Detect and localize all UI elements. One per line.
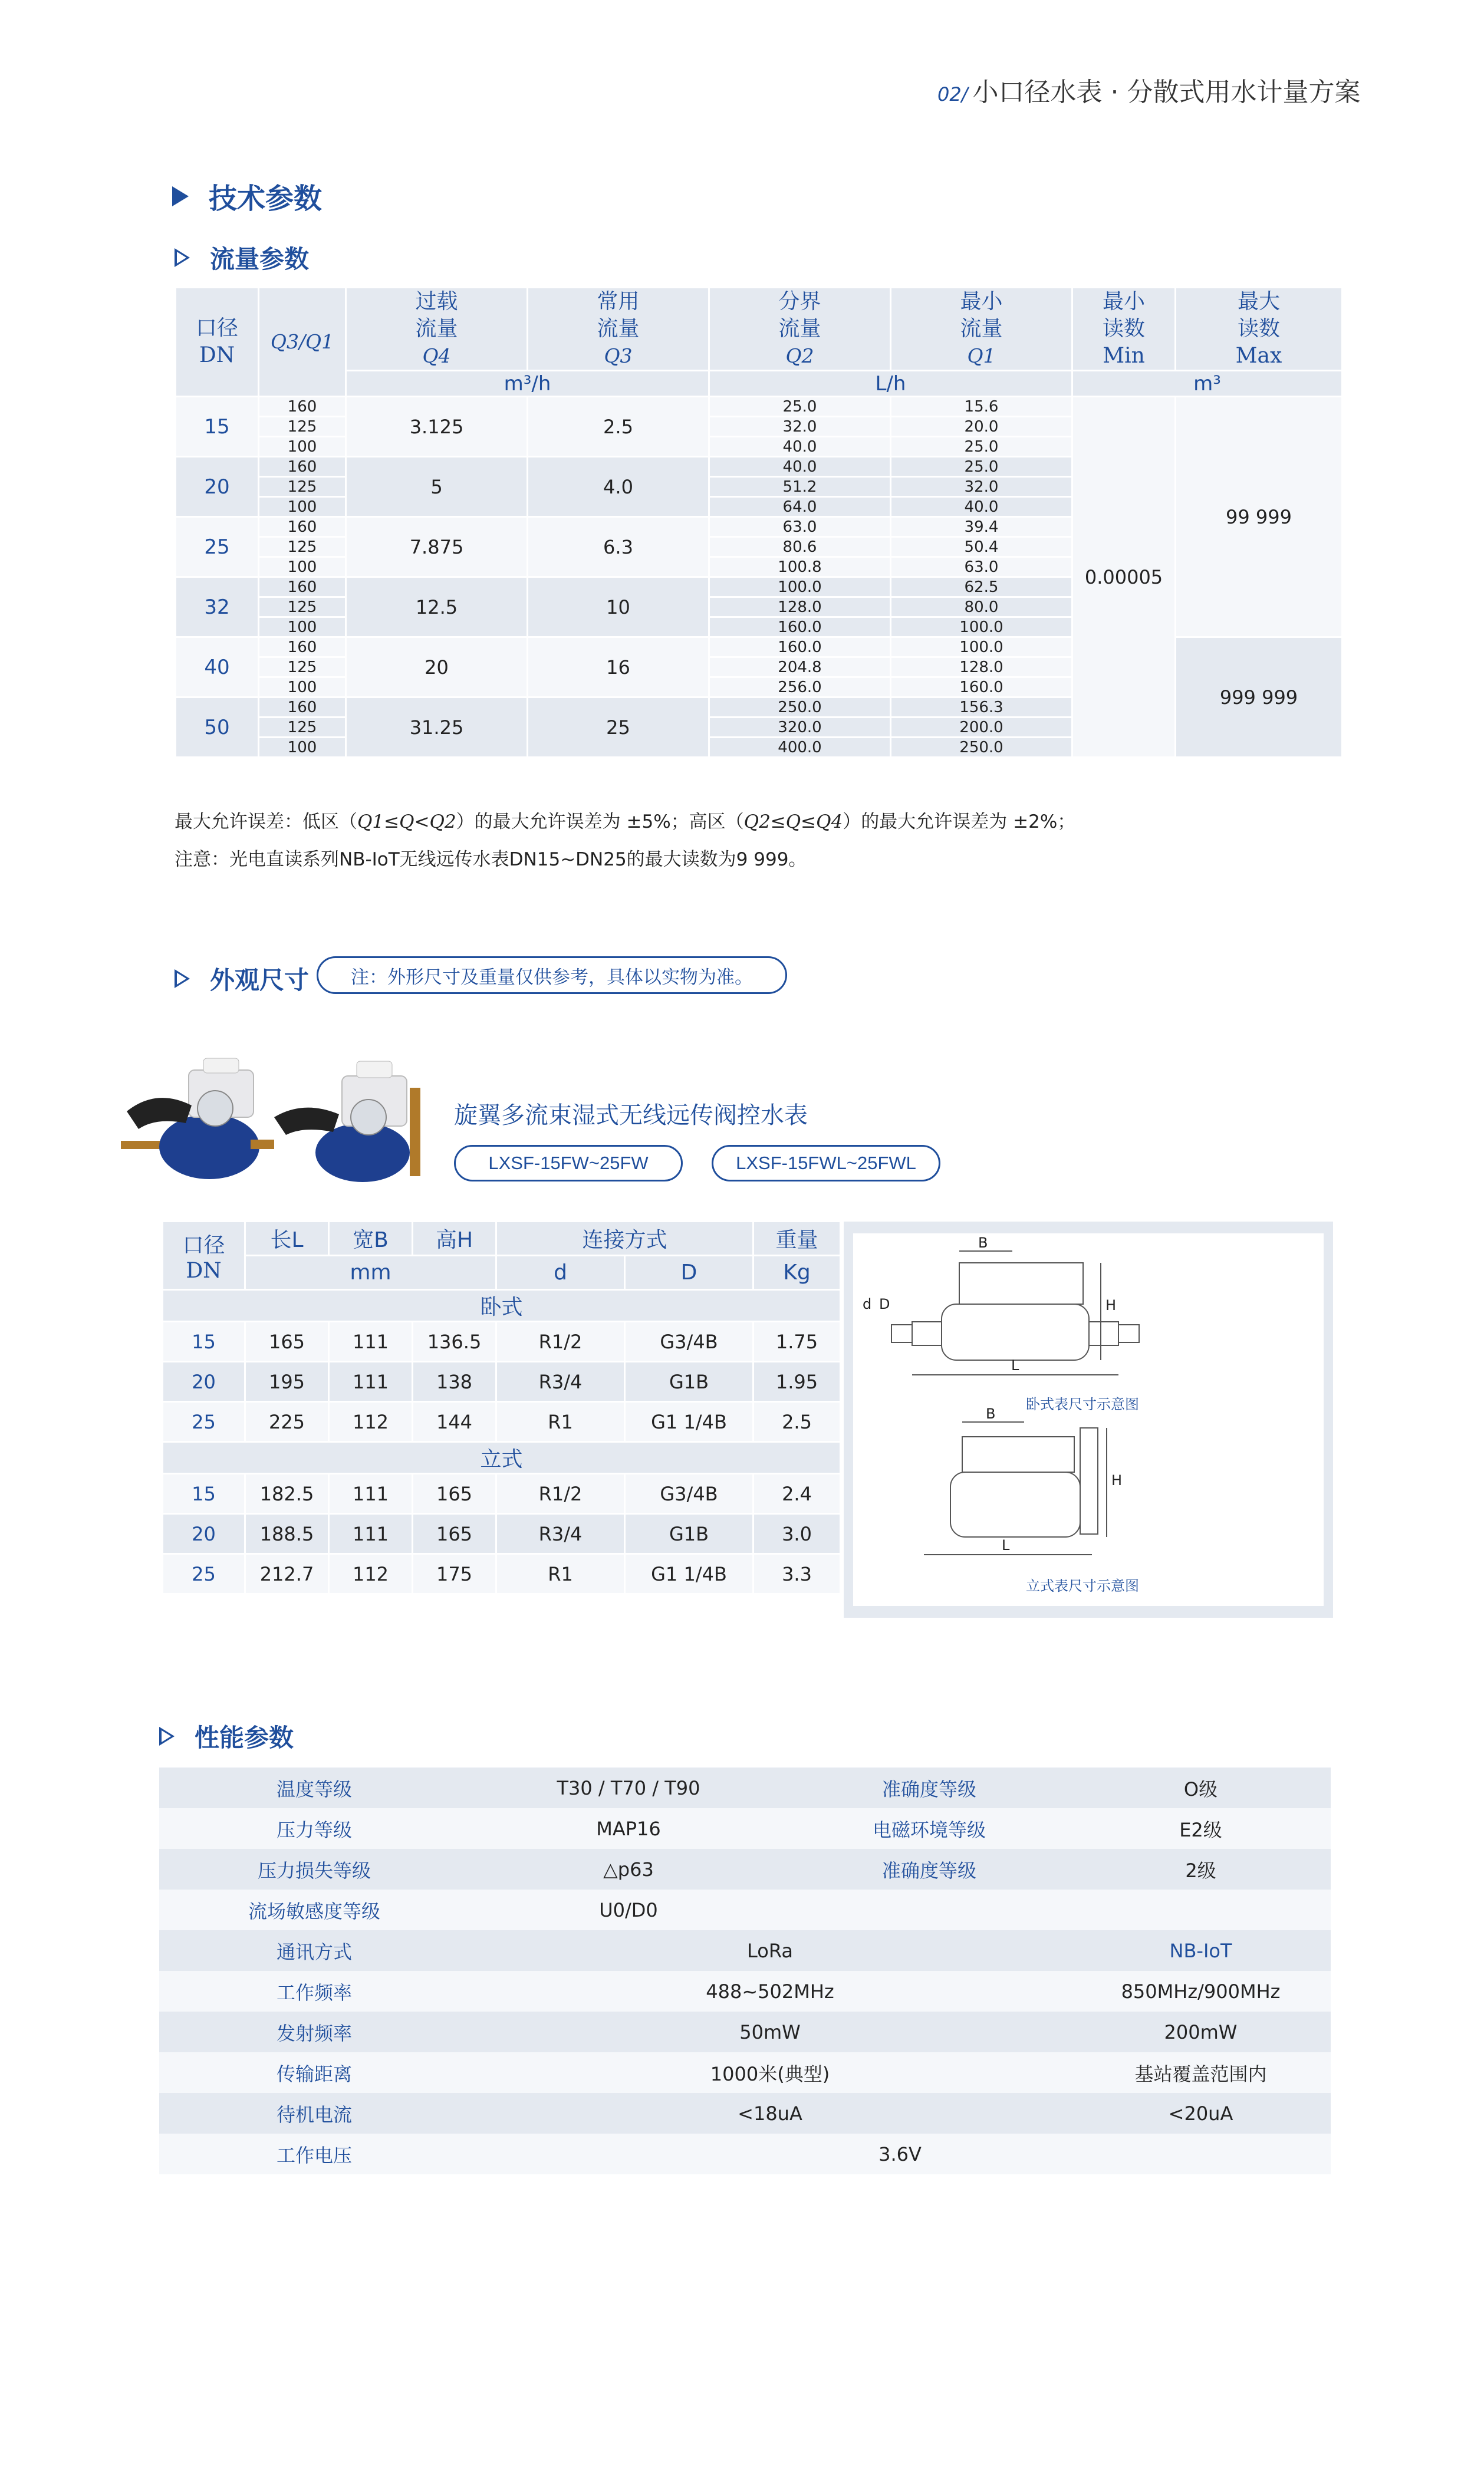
label-b: B: [978, 1235, 988, 1251]
cell-ratio: 100: [259, 677, 346, 697]
dims-cell: 25: [163, 1402, 245, 1442]
dims-cell: 25: [163, 1554, 245, 1594]
dims-cell: G1B: [625, 1362, 753, 1402]
cell-q1: 25.0: [891, 437, 1072, 457]
dims-row: [163, 1474, 841, 1514]
section-performance: [159, 1719, 294, 1754]
triangle-outline-icon: [175, 248, 190, 267]
perf-key: 压力等级: [276, 1818, 352, 1841]
dims-row: [163, 1554, 841, 1594]
cell-ratio: 125: [259, 477, 346, 497]
perf-value: 3.6V: [878, 2142, 922, 2165]
perf-value-nbiot: NB-IoT: [1169, 1939, 1232, 1962]
cell-ratio: 100: [259, 738, 346, 758]
dims-cell: 20: [163, 1514, 245, 1554]
cell-ratio: 100: [259, 497, 346, 517]
unit-lh: L/h: [709, 371, 1072, 397]
dims-cell: 136.5: [413, 1322, 496, 1362]
dims-cell: 15: [163, 1474, 245, 1514]
cell-ratio: 160: [259, 637, 346, 657]
section-flow-params: [175, 240, 309, 275]
dimension-diagram: [853, 1233, 1324, 1606]
perf-value: T30 / T70 / T90: [557, 1776, 700, 1799]
dims-cell: 188.5: [245, 1514, 329, 1554]
perf-key: 工作电压: [276, 2144, 352, 2167]
cell-q4: 20: [346, 637, 528, 697]
cell-q2: 32.0: [709, 417, 891, 437]
perf-value-lora: 488~502MHz: [706, 1980, 834, 2003]
cell-q2: 204.8: [709, 657, 891, 677]
unit-m3: m³: [1072, 371, 1342, 397]
cell-q1: 20.0: [891, 417, 1072, 437]
cell-ratio: 125: [259, 717, 346, 738]
cell-q3: 10: [528, 577, 709, 637]
cell-q3: 6.3: [528, 517, 709, 577]
page-header: [937, 71, 1360, 108]
header-q1: 最小 流量 Q1: [891, 288, 1072, 371]
cell-q1: 15.6: [891, 397, 1072, 417]
cell-q4: 31.25: [346, 697, 528, 758]
dims-row: [163, 1402, 841, 1442]
header-q3: 常用 流量 Q3: [528, 288, 709, 371]
cell-q4: 12.5: [346, 577, 528, 637]
dims-cell: 175: [413, 1554, 496, 1594]
dims-cell: G3/4B: [625, 1474, 753, 1514]
section-tech-params: [172, 176, 322, 216]
cell-dn: 50: [176, 697, 259, 758]
note-line-2: 注意：光电直读系列NB-IoT无线远传水表DN15~DN25的最大读数为9 999。: [175, 849, 807, 870]
model-badge-b: LXSF-15FWL~25FWL: [712, 1145, 940, 1181]
dims-row: [163, 1362, 841, 1402]
product-photos: [121, 1052, 427, 1190]
perf-value: 2级: [1185, 1859, 1216, 1882]
perf-value-nbiot: 850MHz/900MHz: [1121, 1980, 1281, 2003]
dims-cell: 15: [163, 1322, 245, 1362]
dims-cell: 165: [413, 1474, 496, 1514]
dims-cell: G3/4B: [625, 1322, 753, 1362]
label-d-small: d: [863, 1296, 872, 1312]
header-d-small: d: [496, 1256, 625, 1290]
cell-q1: 50.4: [891, 537, 1072, 557]
triangle-outline-icon: [159, 1727, 175, 1746]
cell-ratio: 125: [259, 537, 346, 557]
cell-q1: 156.3: [891, 697, 1072, 717]
dims-cell: R3/4: [496, 1362, 625, 1402]
cell-q2: 80.6: [709, 537, 891, 557]
perf-key: 流场敏感度等级: [248, 1900, 380, 1923]
cell-q1: 63.0: [891, 557, 1072, 577]
product-name: 旋翼多流束湿式无线远传阀控水表: [454, 1102, 808, 1129]
dims-cell: 225: [245, 1402, 329, 1442]
cell-q1: 25.0: [891, 457, 1072, 477]
header-weight: 重量: [753, 1222, 841, 1256]
perf-key: 发射频率: [276, 2022, 352, 2045]
cell-dn: 40: [176, 637, 259, 697]
label-h: H: [1105, 1297, 1117, 1314]
unit-kg: Kg: [753, 1256, 841, 1290]
triangle-icon: [172, 186, 189, 206]
cell-q4: 5: [346, 457, 528, 517]
dims-cell: 3.0: [753, 1514, 841, 1554]
cell-q4: 7.875: [346, 517, 528, 577]
perf-value: E2级: [1179, 1818, 1222, 1841]
perf-value: △p63: [603, 1858, 654, 1881]
dims-cell: 111: [329, 1474, 413, 1514]
dimensions-table: [162, 1220, 841, 1595]
perf-key: 温度等级: [276, 1778, 352, 1801]
dims-cell: 182.5: [245, 1474, 329, 1514]
section-appearance: [175, 961, 309, 996]
header-max-reading: 最大 读数 Max: [1176, 288, 1342, 371]
cell-q3: 4.0: [528, 457, 709, 517]
cell-q1: 62.5: [891, 577, 1072, 597]
dims-cell: R1: [496, 1402, 625, 1442]
water-meter-photo-icon: [121, 1052, 427, 1188]
cell-q2: 400.0: [709, 738, 891, 758]
unit-m3h: m³/h: [346, 371, 709, 397]
dims-row: [163, 1514, 841, 1554]
cell-q2: 128.0: [709, 597, 891, 617]
cell-q3: 25: [528, 697, 709, 758]
label-l-2: L: [1002, 1537, 1010, 1553]
appearance-note: 注：外形尺寸及重量仅供参考，具体以实物为准。: [317, 956, 787, 994]
cell-q1: 128.0: [891, 657, 1072, 677]
dims-cell: 1.95: [753, 1362, 841, 1402]
cell-q2: 100.8: [709, 557, 891, 577]
cell-ratio: 125: [259, 657, 346, 677]
cell-dn: 32: [176, 577, 259, 637]
header-height: 高H: [413, 1222, 496, 1256]
triangle-outline-icon: [175, 969, 190, 988]
cell-q1: 100.0: [891, 617, 1072, 637]
perf-key: 电磁环境等级: [872, 1818, 986, 1841]
label-h-2: H: [1111, 1472, 1123, 1489]
dims-cell: G1 1/4B: [625, 1554, 753, 1594]
perf-value-lora: 1000米(典型): [710, 2062, 830, 2085]
perf-key: 工作频率: [276, 1981, 352, 2004]
cell-ratio: 100: [259, 437, 346, 457]
perf-value-nbiot: <20uA: [1168, 2102, 1233, 2125]
caption-vertical: 立式表尺寸示意图: [1026, 1578, 1139, 1594]
cell-q2: 250.0: [709, 697, 891, 717]
dims-cell: 111: [329, 1514, 413, 1554]
cell-ratio: 160: [259, 577, 346, 597]
cell-q2: 63.0: [709, 517, 891, 537]
header-dn: 口径 DN: [176, 288, 259, 397]
cell-max-reading: 999 999: [1176, 637, 1342, 758]
model-badge-a: LXSF-15FW~25FW: [454, 1145, 683, 1181]
section-title: 性能参数: [195, 1723, 294, 1752]
group-vertical: 立式: [163, 1442, 841, 1474]
dims-cell: 165: [413, 1514, 496, 1554]
dims-cell: 195: [245, 1362, 329, 1402]
cell-q1: 40.0: [891, 497, 1072, 517]
perf-value-nbiot: 基站覆盖范围内: [1134, 2062, 1267, 2085]
page-number: 02/: [937, 83, 968, 106]
cell-q1: 32.0: [891, 477, 1072, 497]
cell-q2: 51.2: [709, 477, 891, 497]
dims-cell: 20: [163, 1362, 245, 1402]
cell-q2: 320.0: [709, 717, 891, 738]
dims-cell: 1.75: [753, 1322, 841, 1362]
header-length: 长L: [245, 1222, 329, 1256]
header-width: 宽B: [329, 1222, 413, 1256]
cell-min-reading: 0.00005: [1072, 397, 1176, 758]
cell-ratio: 160: [259, 697, 346, 717]
cell-q2: 256.0: [709, 677, 891, 697]
cell-ratio: 125: [259, 417, 346, 437]
cell-q2: 100.0: [709, 577, 891, 597]
dims-cell: R3/4: [496, 1514, 625, 1554]
label-d-large: D: [879, 1296, 890, 1312]
cell-dn: 15: [176, 397, 259, 457]
cell-q2: 64.0: [709, 497, 891, 517]
dims-cell: 112: [329, 1402, 413, 1442]
dims-cell: R1/2: [496, 1474, 625, 1514]
meter-outline-icon: [853, 1233, 1324, 1606]
dims-cell: 111: [329, 1362, 413, 1402]
flow-params-table: [175, 287, 1343, 758]
cell-q3: 2.5: [528, 397, 709, 457]
perf-value-lora: <18uA: [738, 2102, 802, 2125]
flow-row: [176, 397, 1342, 417]
perf-key: 压力损失等级: [257, 1859, 371, 1882]
dims-cell: R1/2: [496, 1322, 625, 1362]
label-b-2: B: [986, 1406, 996, 1422]
cell-q2: 40.0: [709, 437, 891, 457]
perf-key: 准确度等级: [881, 1778, 976, 1801]
label-l: L: [1011, 1357, 1019, 1374]
section-title: 流量参数: [210, 245, 310, 274]
perf-value-lora: LoRa: [747, 1939, 793, 1962]
cell-ratio: 160: [259, 397, 346, 417]
perf-key: 准确度等级: [881, 1859, 976, 1882]
cell-q4: 3.125: [346, 397, 528, 457]
header-q2: 分界 流量 Q2: [709, 288, 891, 371]
header-d-large: D: [625, 1256, 753, 1290]
header-q4: 过载 流量 Q4: [346, 288, 528, 371]
perf-value: U0/D0: [599, 1898, 658, 1921]
cell-q2: 160.0: [709, 617, 891, 637]
section-title: 外观尺寸: [210, 966, 310, 995]
section-title: 技术参数: [209, 182, 323, 215]
cell-max-reading: 99 999: [1176, 397, 1342, 637]
perf-key: 传输距离: [276, 2062, 352, 2085]
note-line-1: 最大允许误差：低区（Q1≤Q<Q2）的最大允许误差为 ±5%；高区（Q2≤Q≤Q4）的最大允许误差为 ±2%；: [175, 811, 1076, 832]
cell-q1: 100.0: [891, 637, 1072, 657]
perf-value-lora: 50mW: [739, 2020, 801, 2043]
dims-cell: 165: [245, 1322, 329, 1362]
dims-cell: 144: [413, 1402, 496, 1442]
dims-cell: G1B: [625, 1514, 753, 1554]
dims-cell: R1: [496, 1554, 625, 1594]
header-min-reading: 最小 读数 Min: [1072, 288, 1176, 371]
perf-key: 待机电流: [276, 2103, 352, 2126]
dims-cell: 111: [329, 1322, 413, 1362]
cell-ratio: 100: [259, 557, 346, 577]
header-ratio: Q3/Q1: [259, 288, 346, 397]
cell-q1: 80.0: [891, 597, 1072, 617]
cell-q1: 39.4: [891, 517, 1072, 537]
cell-dn: 25: [176, 517, 259, 577]
cell-q1: 160.0: [891, 677, 1072, 697]
cell-q2: 40.0: [709, 457, 891, 477]
cell-q2: 160.0: [709, 637, 891, 657]
group-horizontal: 卧式: [163, 1290, 841, 1322]
perf-value-nbiot: 200mW: [1164, 2020, 1238, 2043]
unit-mm: mm: [245, 1256, 496, 1290]
dims-row: [163, 1322, 841, 1362]
error-notes: [175, 803, 1075, 878]
cell-q3: 16: [528, 637, 709, 697]
cell-dn: 20: [176, 457, 259, 517]
perf-value: MAP16: [596, 1817, 661, 1840]
dims-cell: G1 1/4B: [625, 1402, 753, 1442]
header-title: 小口径水表 · 分散式用水计量方案: [972, 77, 1361, 107]
dims-cell: 2.5: [753, 1402, 841, 1442]
dims-cell: 3.3: [753, 1554, 841, 1594]
cell-ratio: 100: [259, 617, 346, 637]
cell-ratio: 160: [259, 457, 346, 477]
perf-value: O级: [1183, 1778, 1218, 1801]
perf-key: 通讯方式: [276, 1940, 352, 1963]
header-dn: 口径 DN: [163, 1222, 245, 1290]
cell-q1: 250.0: [891, 738, 1072, 758]
cell-ratio: 125: [259, 597, 346, 617]
cell-q1: 200.0: [891, 717, 1072, 738]
caption-horizontal: 卧式表尺寸示意图: [1026, 1396, 1139, 1413]
dims-cell: 212.7: [245, 1554, 329, 1594]
header-connection: 连接方式: [496, 1222, 753, 1256]
dims-cell: 112: [329, 1554, 413, 1594]
cell-q2: 25.0: [709, 397, 891, 417]
performance-table: [159, 1768, 1331, 2174]
cell-ratio: 160: [259, 517, 346, 537]
dims-cell: 138: [413, 1362, 496, 1402]
dims-cell: 2.4: [753, 1474, 841, 1514]
